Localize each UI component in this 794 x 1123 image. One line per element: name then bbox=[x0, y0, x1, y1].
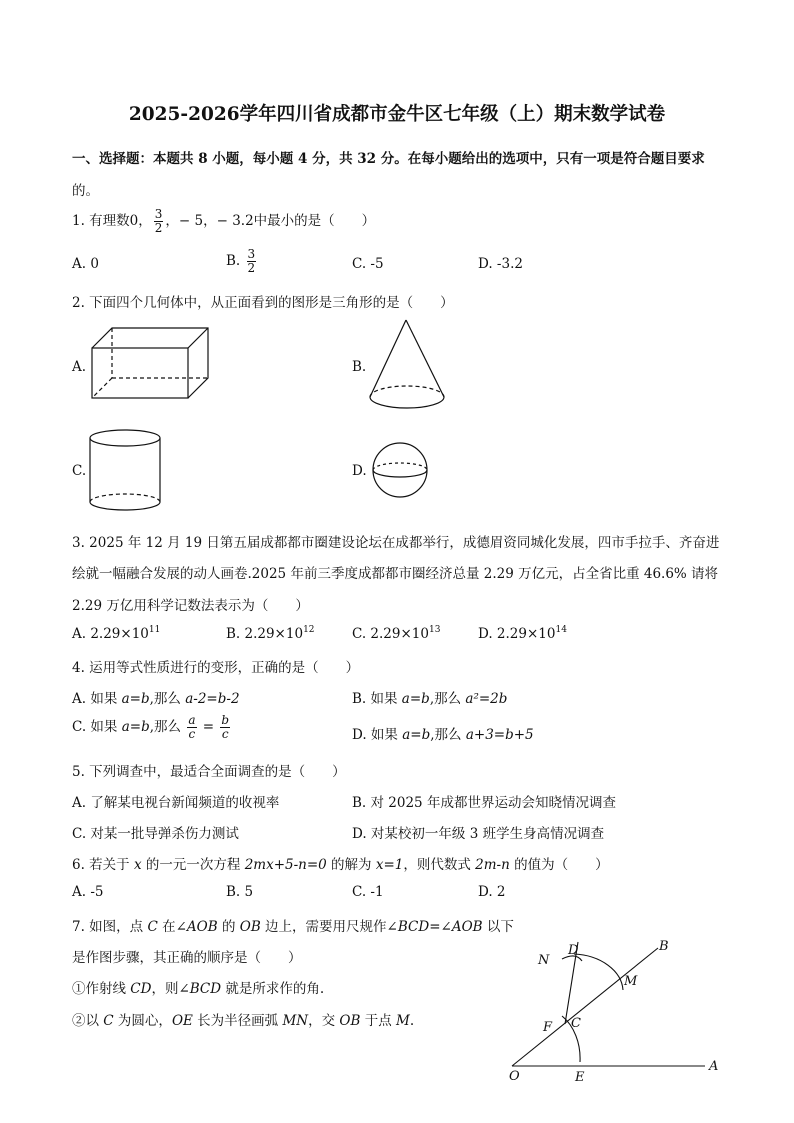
cone-figure bbox=[368, 318, 448, 413]
q7-s2-mid4: 于点 bbox=[360, 1013, 396, 1029]
q5-option-a: A. 了解某电视台新闻频道的收视率 bbox=[72, 795, 280, 811]
q4-c-frac-2 bbox=[220, 714, 230, 741]
sphere-equator-back bbox=[373, 463, 427, 470]
q3-c-base: C. 2.29×10 bbox=[352, 626, 429, 642]
q7-angle-bcd: BCD bbox=[397, 919, 430, 935]
q4-option-b bbox=[352, 687, 507, 707]
q1-option-b-fraction bbox=[247, 248, 257, 275]
question-1-stem bbox=[72, 208, 375, 235]
q6-mid2: 的解为 bbox=[326, 857, 376, 873]
cylinder-base-front bbox=[90, 502, 160, 510]
q4-option-c bbox=[72, 714, 232, 741]
q6-mid: 的一元一次方程 bbox=[141, 857, 245, 873]
q7-s2-mn: MN bbox=[282, 1013, 309, 1029]
q4-d-mid: ,那么 bbox=[430, 727, 466, 743]
label-d: D bbox=[568, 943, 579, 958]
question-3-line2: 绘就一幅融合发展的动人画卷.2025 年前三季度成都都市圈经济总量 2.29 万亿元，占全省比重 46.6% 请将 bbox=[72, 566, 719, 582]
ray-ob bbox=[512, 948, 658, 1066]
cone-side-left bbox=[370, 320, 406, 397]
q7-point-c: C bbox=[147, 919, 158, 935]
q7-angle-aob: AOB bbox=[186, 919, 218, 935]
q7-s2-mid3: ，交 bbox=[308, 1013, 340, 1029]
q5-option-c: C. 对某一批导弹杀伤力测试 bbox=[72, 826, 239, 842]
q4-c-cond: a=b bbox=[121, 719, 150, 735]
q4-c-mid: ,那么 bbox=[149, 719, 186, 735]
q3-option-c bbox=[352, 626, 440, 642]
q7-mid: 在∠ bbox=[157, 919, 187, 935]
q6-equation: 2mx+5-n=0 bbox=[244, 857, 327, 873]
q7-s2-end: . bbox=[409, 1013, 415, 1029]
q1-fraction bbox=[154, 208, 164, 235]
q6-solution: x=1 bbox=[375, 857, 404, 873]
q7-s1-end: 就是所求作的角. bbox=[221, 981, 325, 997]
q4-b-pre: B. 如果 bbox=[352, 691, 402, 707]
q2-option-a: A. bbox=[72, 359, 87, 375]
cone-base-front bbox=[370, 397, 444, 408]
q7-angle-aob-2: AOB bbox=[451, 919, 483, 935]
q1-suffix: 中最小的是（ ） bbox=[253, 213, 376, 229]
q4-a-cond: a=b bbox=[121, 691, 150, 707]
q3-option-b bbox=[226, 626, 315, 642]
q7-s2-ob: OB bbox=[339, 1013, 361, 1029]
q3-option-a bbox=[72, 626, 160, 642]
q1-option-c: C. -5 bbox=[352, 256, 384, 272]
q4-c-d2: c bbox=[221, 727, 229, 741]
q2-option-b: B. bbox=[352, 359, 367, 375]
q3-a-exp: 11 bbox=[148, 625, 161, 635]
sphere-outline bbox=[373, 443, 427, 497]
q7-step-2 bbox=[72, 1009, 414, 1029]
q7-s2-mid2: 长为半径画弧 bbox=[192, 1013, 283, 1029]
q4-c-eq: = bbox=[198, 719, 219, 735]
q4-option-d bbox=[352, 723, 534, 743]
cylinder-top bbox=[90, 430, 160, 446]
q4-a-res: a-2=b-2 bbox=[185, 691, 240, 707]
label-a: A bbox=[709, 1059, 719, 1074]
question-4-stem: 4. 运用等式性质进行的变形，正确的是（ ） bbox=[72, 660, 360, 676]
q1-frac-num: 3 bbox=[154, 207, 163, 221]
cuboid-edge bbox=[188, 328, 208, 348]
q2-option-d: D. bbox=[352, 463, 367, 479]
q4-d-res: a+3=b+5 bbox=[465, 727, 534, 743]
question-3-line3: 2.29 万亿用科学记数法表示为（ ） bbox=[72, 598, 309, 614]
q1-option-b-label: B. bbox=[226, 253, 241, 269]
q7-s2-m: M bbox=[396, 1013, 410, 1029]
q1-frac-den: 2 bbox=[154, 221, 163, 235]
q3-c-exp: 13 bbox=[428, 625, 441, 635]
q1-numbers-a: 0， bbox=[129, 213, 152, 229]
q1-option-b bbox=[226, 248, 258, 275]
q6-option-b: B. 5 bbox=[226, 884, 254, 900]
q4-d-pre: D. 如果 bbox=[352, 727, 403, 743]
q1-b-num: 3 bbox=[247, 247, 256, 261]
q7-s1-pre: ①作射线 bbox=[72, 981, 131, 997]
label-n: N bbox=[538, 953, 550, 968]
q7-s2-mid: 为圆心， bbox=[113, 1013, 172, 1029]
label-b: B bbox=[659, 939, 669, 954]
q3-d-exp: 14 bbox=[555, 625, 567, 635]
q4-a-mid: ,那么 bbox=[149, 691, 186, 707]
q4-option-a bbox=[72, 687, 240, 707]
q7-mid2: 的 bbox=[217, 919, 240, 935]
q4-b-cond: a=b bbox=[401, 691, 430, 707]
q7-s1-mid: ，则∠ bbox=[151, 981, 190, 997]
q5-option-b: B. 对 2025 年成都世界运动会知晓情况调查 bbox=[352, 795, 616, 811]
question-5-stem: 5. 下列调查中，最适合全面调查的是（ ） bbox=[72, 764, 346, 780]
q4-c-n1: a bbox=[188, 713, 196, 727]
page-title: 2025-2026学年四川省成都市金牛区七年级（上）期末数学试卷 bbox=[128, 104, 666, 125]
q6-option-d: D. 2 bbox=[478, 884, 506, 900]
label-e: E bbox=[575, 1070, 585, 1085]
q7-mid3: 边上，需要用尺规作∠ bbox=[260, 919, 398, 935]
q6-option-a: A. -5 bbox=[72, 884, 104, 900]
q6-var-x: x bbox=[133, 857, 142, 873]
cone-side-right bbox=[406, 320, 444, 397]
q4-c-d1: c bbox=[188, 727, 196, 741]
q4-c-frac-1 bbox=[187, 714, 196, 741]
label-c: C bbox=[571, 1016, 581, 1031]
question-2-stem: 2. 下面四个几何体中，从正面看到的图形是三角形的是（ ） bbox=[72, 295, 454, 311]
q4-b-mid: ,那么 bbox=[429, 691, 466, 707]
q2-option-c: C. bbox=[72, 463, 87, 479]
question-6-stem bbox=[72, 853, 609, 873]
q6-pre: 6. 若关于 bbox=[72, 857, 134, 873]
q1-prefix: 1. 有理数 bbox=[72, 213, 130, 229]
cylinder-base-back bbox=[90, 494, 160, 502]
q6-end: 的值为（ ） bbox=[509, 857, 609, 873]
q6-option-c: C. -1 bbox=[352, 884, 384, 900]
q7-end: 以下 bbox=[482, 919, 514, 935]
q7-s1-cd: CD bbox=[130, 981, 152, 997]
q7-pre: 7. 如图，点 bbox=[72, 919, 148, 935]
q4-b-res: a²=2b bbox=[465, 691, 508, 707]
q6-mid3: ，则代数式 bbox=[403, 857, 476, 873]
q1-option-d: D. -3.2 bbox=[478, 256, 523, 272]
q3-b-exp: 12 bbox=[303, 625, 315, 635]
sphere-figure bbox=[371, 441, 429, 499]
q6-expression: 2m-n bbox=[475, 857, 510, 873]
cuboid-front bbox=[92, 348, 188, 398]
q7-s2-c: C bbox=[103, 1013, 114, 1029]
q1-numbers-b: ，− 5，− 3.2 bbox=[165, 213, 254, 229]
q7-s2-pre: ②以 bbox=[72, 1013, 104, 1029]
q3-a-base: A. 2.29×10 bbox=[72, 626, 149, 642]
q4-a-pre: A. 如果 bbox=[72, 691, 122, 707]
sphere-equator-front bbox=[373, 470, 427, 477]
q3-b-base: B. 2.29×10 bbox=[226, 626, 304, 642]
q1-b-den: 2 bbox=[247, 261, 256, 275]
q3-option-d bbox=[478, 626, 567, 642]
q3-d-base: D. 2.29×10 bbox=[478, 626, 556, 642]
question-7-line2: 是作图步骤，其正确的顺序是（ ） bbox=[72, 950, 302, 966]
section-heading: 一、选择题：本题共 8 小题，每小题 4 分，共 32 分。在每小题给出的选项中，只有一项是符合题目要求 bbox=[72, 151, 705, 167]
label-m: M bbox=[624, 974, 638, 989]
label-f: F bbox=[543, 1020, 553, 1035]
cylinder-figure bbox=[88, 428, 164, 514]
q7-s2-oe: OE bbox=[171, 1013, 193, 1029]
q7-eq: =∠ bbox=[429, 919, 452, 935]
q5-option-d: D. 对某校初一年级 3 班学生身高情况调查 bbox=[352, 826, 605, 842]
label-o: O bbox=[509, 1069, 520, 1084]
q7-step-1 bbox=[72, 977, 324, 997]
q7-s1-bcd: BCD bbox=[189, 981, 222, 997]
question-7-line1 bbox=[72, 915, 514, 935]
question-3-line1: 3. 2025 年 12 月 19 日第五届成都都市圈建设论坛在成都举行，成德眉资同城化发展，四市手拉手、齐奋进 bbox=[72, 535, 720, 551]
angle-construction-figure bbox=[500, 930, 730, 1090]
q4-c-pre: C. 如果 bbox=[72, 719, 122, 735]
q4-c-n2: b bbox=[221, 713, 230, 727]
q7-side-ob: OB bbox=[239, 919, 261, 935]
cuboid-back-edges bbox=[92, 328, 208, 398]
q1-option-a: A. 0 bbox=[72, 256, 99, 272]
cuboid-hidden-edges bbox=[92, 328, 208, 398]
cuboid-figure bbox=[90, 325, 210, 405]
section-heading-cont: 的。 bbox=[72, 183, 99, 199]
q4-d-cond: a=b bbox=[402, 727, 431, 743]
cone-base-back bbox=[370, 386, 444, 397]
